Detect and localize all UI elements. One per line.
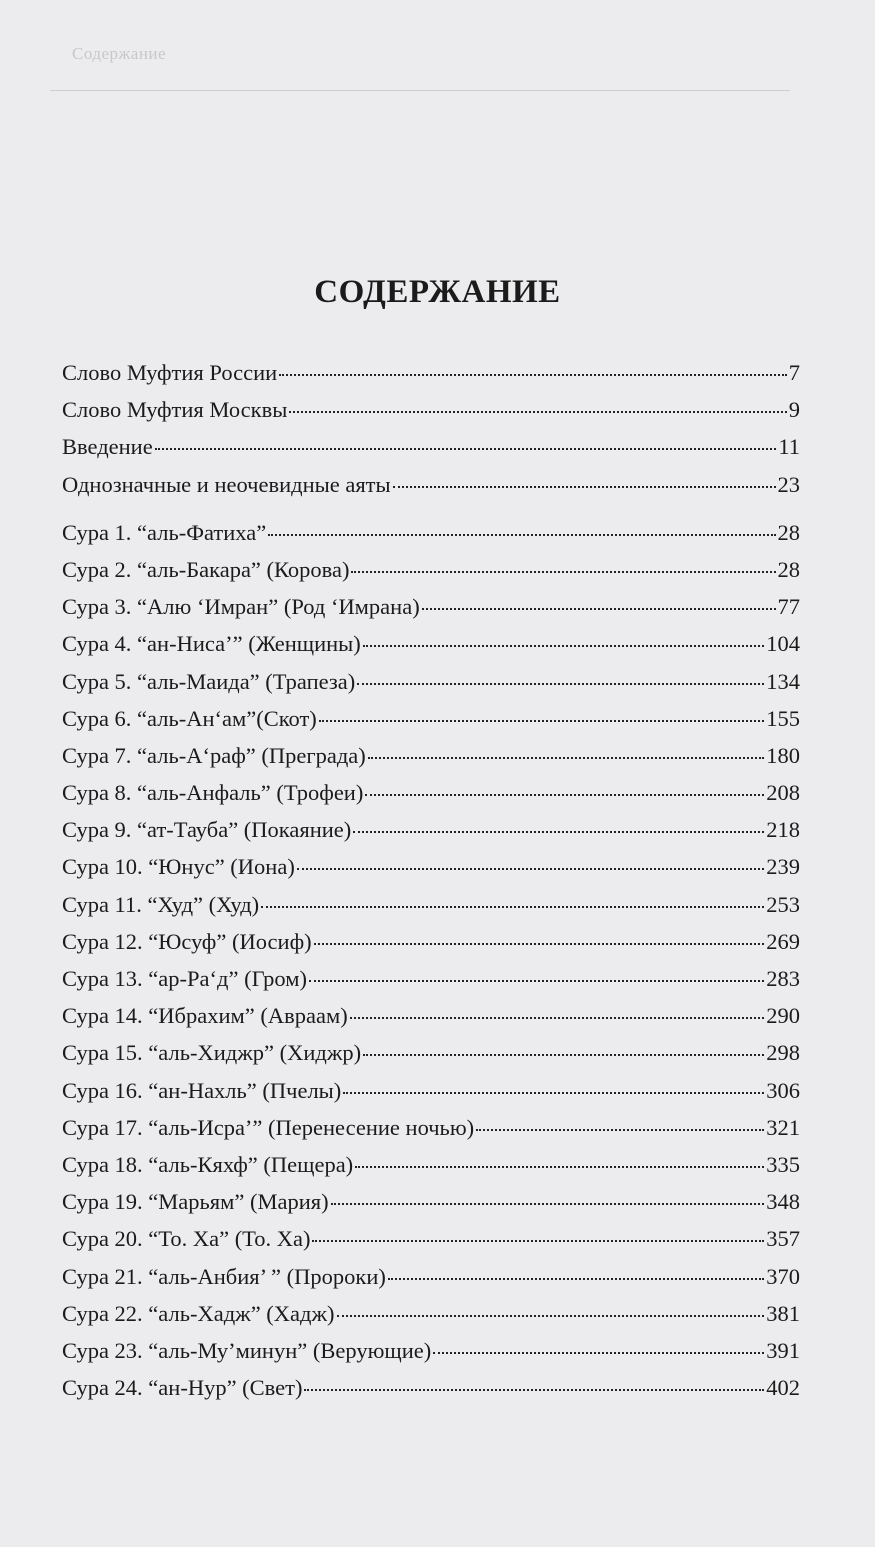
dot-leader bbox=[355, 1165, 764, 1168]
dot-leader bbox=[331, 1202, 765, 1205]
toc-entry-page-number: 391 bbox=[766, 1337, 800, 1363]
header-rule bbox=[50, 90, 790, 91]
toc-entry bbox=[62, 663, 800, 700]
toc-entry-page-number: 290 bbox=[766, 1003, 800, 1029]
toc-entry bbox=[62, 625, 800, 662]
toc-entry-label: Сура 22. “аль-Хадж” (Хадж) bbox=[62, 1300, 335, 1326]
toc-entry-label: Сура 21. “аль-Анбия’ ” (Пророки) bbox=[62, 1263, 386, 1289]
toc-entry bbox=[62, 737, 800, 774]
dot-leader bbox=[314, 942, 765, 945]
toc-entry-label: Сура 23. “аль-Му’минун” (Верующие) bbox=[62, 1337, 432, 1363]
toc-entry-page-number: 9 bbox=[788, 397, 800, 423]
dot-leader bbox=[357, 682, 764, 685]
toc-entry bbox=[62, 1332, 800, 1369]
dot-leader bbox=[433, 1351, 764, 1354]
toc-entry bbox=[62, 1146, 800, 1183]
toc-entry bbox=[62, 514, 800, 551]
toc-entry bbox=[62, 466, 800, 503]
page-title: СОДЕРЖАНИЕ bbox=[314, 274, 561, 311]
toc-entry bbox=[62, 588, 800, 625]
toc-entry-page-number: 306 bbox=[766, 1077, 800, 1103]
toc-entry-page-number: 28 bbox=[777, 519, 800, 545]
toc-entry-label: Сура 11. “Худ” (Худ) bbox=[62, 891, 260, 917]
dot-leader bbox=[261, 905, 764, 908]
toc-entry-label: Сура 24. “ан-Нур” (Свет) bbox=[62, 1375, 303, 1401]
toc-entry bbox=[62, 886, 800, 923]
toc-entry-page-number: 321 bbox=[766, 1114, 800, 1140]
dot-leader bbox=[363, 644, 764, 647]
toc-entry-label: Сура 3. “Алю ‘Имран” (Род ‘Имрана) bbox=[62, 594, 420, 620]
toc-entry-label: Сура 1. “аль-Фатиха” bbox=[62, 519, 267, 545]
toc-entry-page-number: 7 bbox=[788, 360, 800, 385]
toc-entry-label: Введение bbox=[62, 434, 153, 460]
toc-entry-page-number: 283 bbox=[766, 966, 800, 991]
dot-leader bbox=[363, 1053, 764, 1056]
toc-entry bbox=[62, 428, 800, 465]
dot-leader bbox=[297, 867, 764, 870]
toc-entry-page-number: 348 bbox=[766, 1189, 800, 1215]
dot-leader bbox=[476, 1128, 764, 1131]
toc-entry bbox=[62, 811, 800, 848]
toc-entry-label: Сура 10. “Юнус” (Иона) bbox=[62, 854, 295, 880]
toc-entry-page-number: 402 bbox=[766, 1375, 800, 1401]
toc-entry-page-number: 134 bbox=[766, 668, 800, 694]
toc-entry bbox=[62, 1220, 800, 1257]
dot-leader bbox=[304, 1388, 764, 1391]
table-of-contents bbox=[62, 354, 800, 1406]
toc-entry-page-number: 239 bbox=[766, 854, 800, 880]
toc-entry-page-number: 298 bbox=[766, 1040, 800, 1066]
toc-entry-label: Сура 17. “аль-Исра’” (Перенесение ночью) bbox=[62, 1114, 475, 1140]
toc-entry-page-number: 335 bbox=[766, 1151, 800, 1177]
toc-entry-page-number: 370 bbox=[766, 1263, 800, 1289]
toc-entry-label: Сура 14. “Ибрахим” (Авраам) bbox=[62, 1003, 348, 1029]
dot-leader bbox=[337, 1314, 765, 1317]
toc-entry bbox=[62, 354, 800, 391]
dot-leader bbox=[388, 1277, 764, 1280]
running-head: Содержание bbox=[72, 44, 167, 63]
dot-leader bbox=[365, 793, 764, 796]
toc-entry-page-number: 357 bbox=[766, 1226, 800, 1252]
toc-entry bbox=[62, 960, 800, 997]
toc-entry bbox=[62, 700, 800, 737]
dot-leader bbox=[343, 1091, 764, 1094]
dot-leader bbox=[268, 533, 775, 536]
toc-entry-page-number: 155 bbox=[766, 705, 800, 731]
dot-leader bbox=[393, 485, 776, 488]
toc-entry-label: Сура 7. “аль-А‘раф” (Преграда) bbox=[62, 742, 366, 768]
dot-leader bbox=[368, 756, 765, 759]
toc-entry-page-number: 11 bbox=[778, 434, 800, 460]
toc-entry-page-number: 253 bbox=[766, 891, 800, 917]
dot-leader bbox=[312, 1239, 764, 1242]
dot-leader bbox=[279, 373, 787, 376]
dot-leader bbox=[422, 607, 776, 610]
toc-entry-label: Сура 18. “аль-Кяхф” (Пещера) bbox=[62, 1151, 354, 1177]
toc-entry-label: Однозначные и неочевидные аяты bbox=[62, 471, 391, 497]
toc-entry-label: Сура 19. “Марьям” (Мария) bbox=[62, 1189, 329, 1215]
toc-entry-label: Слово Муфтия Москвы bbox=[62, 397, 288, 423]
dot-leader bbox=[155, 447, 777, 450]
dot-leader bbox=[353, 830, 764, 833]
toc-entry bbox=[62, 848, 800, 885]
toc-entry-page-number: 77 bbox=[777, 594, 800, 620]
toc-entry-label: Слово Муфтия России bbox=[62, 360, 278, 385]
toc-entry bbox=[62, 1072, 800, 1109]
toc-entry bbox=[62, 551, 800, 588]
toc-entry bbox=[62, 923, 800, 960]
toc-entry bbox=[62, 1183, 800, 1220]
dot-leader bbox=[289, 410, 786, 413]
dot-leader bbox=[309, 979, 764, 982]
toc-entry-page-number: 381 bbox=[766, 1300, 800, 1326]
toc-entry-page-number: 104 bbox=[766, 631, 800, 657]
toc-entry bbox=[62, 1109, 800, 1146]
toc-entry-label: Сура 9. “ат-Тауба” (Покаяние) bbox=[62, 817, 352, 843]
toc-entry-label: Сура 6. “аль-Ан‘ам”(Скот) bbox=[62, 705, 317, 731]
toc-entry-label: Сура 16. “ан-Нахль” (Пчелы) bbox=[62, 1077, 342, 1103]
toc-entry-page-number: 208 bbox=[766, 780, 800, 806]
toc-entry bbox=[62, 1369, 800, 1406]
toc-entry-label: Сура 5. “аль-Маида” (Трапеза) bbox=[62, 668, 356, 694]
toc-entry-label: Сура 12. “Юсуф” (Иосиф) bbox=[62, 928, 312, 954]
toc-entry-page-number: 180 bbox=[766, 742, 800, 768]
toc-entry bbox=[62, 1258, 800, 1295]
toc-entry bbox=[62, 774, 800, 811]
toc-entry-label: Сура 4. “ан-Ниса’” (Женщины) bbox=[62, 631, 361, 657]
toc-entry bbox=[62, 997, 800, 1034]
toc-entry-label: Сура 2. “аль-Бакара” (Корова) bbox=[62, 556, 350, 582]
toc-entry-page-number: 28 bbox=[777, 556, 800, 582]
dot-leader bbox=[351, 570, 775, 573]
toc-entry-page-number: 269 bbox=[766, 928, 800, 954]
toc-entry-page-number: 23 bbox=[777, 471, 800, 497]
toc-entry bbox=[62, 1295, 800, 1332]
dot-leader bbox=[350, 1016, 765, 1019]
toc-entry-label: Сура 8. “аль-Анфаль” (Трофеи) bbox=[62, 780, 364, 806]
toc-entry-label: Сура 13. “ар-Ра‘д” (Гром) bbox=[62, 966, 307, 991]
toc-entry bbox=[62, 391, 800, 428]
toc-entry-label: Сура 15. “аль-Хиджр” (Хиджр) bbox=[62, 1040, 362, 1066]
toc-entry-label: Сура 20. “То. Ха” (То. Ха) bbox=[62, 1226, 311, 1252]
toc-entry bbox=[62, 1034, 800, 1071]
toc-entry-page-number: 218 bbox=[766, 817, 800, 843]
dot-leader bbox=[319, 719, 764, 722]
